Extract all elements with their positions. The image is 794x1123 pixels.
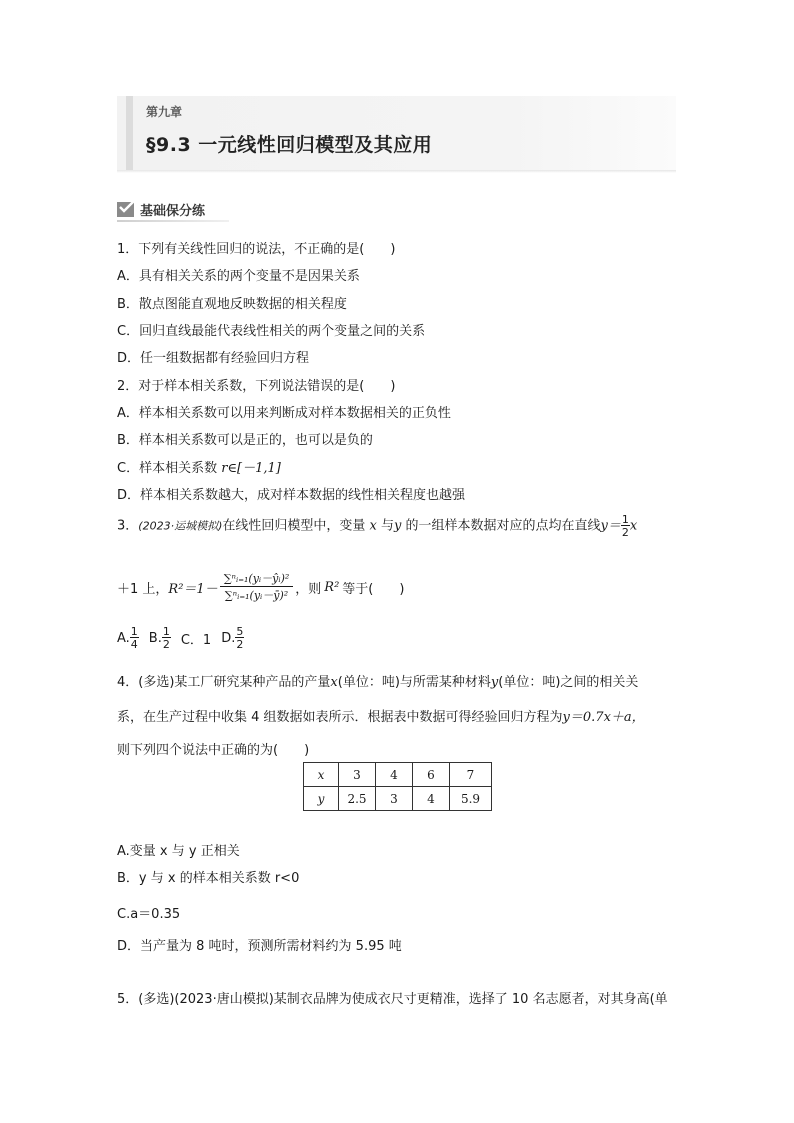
q3-equals: 等于( ) xyxy=(342,581,405,597)
q3-line-eq-lhs: y＝ xyxy=(600,518,621,534)
q3-r2b: R² xyxy=(324,579,340,595)
q3-var-y: y xyxy=(394,518,402,534)
section-label: 基础保分练 xyxy=(140,203,206,219)
q1-option-a: A．具有相关关系的两个变量不是因果关系 xyxy=(117,269,360,284)
q3-line-fraction xyxy=(621,514,630,538)
q4-option-c: C.a＝0.35 xyxy=(117,907,181,922)
q2-option-b: B．样本相关系数可以是正的，也可以是负的 xyxy=(117,433,373,448)
q3-cont: ＋1 上， xyxy=(117,581,169,597)
q3-formula-den: ∑ⁿᵢ₌₁(yᵢ－ȳ)² xyxy=(224,589,289,602)
q3-option-d-num: 5 xyxy=(236,625,244,638)
q3-option-a-fraction xyxy=(130,626,139,650)
q2-option-c-math: r∈[－1,1] xyxy=(221,461,281,476)
q4-equation: y＝0.7x＋a， xyxy=(562,710,645,725)
section-underline xyxy=(117,220,229,222)
section-tag xyxy=(117,198,205,220)
table-row xyxy=(304,763,492,787)
checkbox-icon xyxy=(117,202,134,217)
chapter-header-shadow xyxy=(117,170,676,173)
q3-line-frac-num: 1 xyxy=(621,513,629,526)
q3-option-a-den: 4 xyxy=(130,638,138,651)
q3-option-c: C．1 xyxy=(180,632,212,648)
q3-option-d-fraction xyxy=(235,626,244,650)
q3-and: 与 xyxy=(381,518,395,534)
q3-stem-a: 在线性回归模型中，变量 xyxy=(222,518,366,534)
table-cell: 2.5 xyxy=(339,787,376,811)
q3-option-d-label: D. xyxy=(221,630,236,646)
q1-option-d: D．任一组数据都有经验回归方程 xyxy=(117,351,310,366)
q4-stem-line1 xyxy=(117,671,638,690)
q3-option-a-num: 1 xyxy=(130,625,138,638)
q1-option-c: C．回归直线最能代表线性相关的两个变量之间的关系 xyxy=(117,324,426,339)
table-cell: 6 xyxy=(413,763,450,787)
table-cell: 4 xyxy=(376,763,413,787)
table-row xyxy=(304,787,492,811)
chapter-label: 第九章 xyxy=(146,105,183,119)
table-cell: 7 xyxy=(450,763,492,787)
table-cell: x xyxy=(304,763,339,787)
q3-line-var: x xyxy=(629,518,638,534)
q1-stem: 1．下列有关线性回归的说法，不正确的是( ) xyxy=(117,242,396,257)
table-cell: 3 xyxy=(376,787,413,811)
q4-option-d: D．当产量为 8 吨时，预测所需材料约为 5.95 吨 xyxy=(117,939,402,954)
q3-option-b-num: 1 xyxy=(162,625,170,638)
q3-option-d-den: 2 xyxy=(236,638,244,651)
page-title: §9.3 一元线性回归模型及其应用 xyxy=(146,134,433,156)
q3-option-a-label: A. xyxy=(117,630,130,646)
q4-option-b: B．y 与 x 的样本相关系数 r<0 xyxy=(117,871,300,886)
q3-then: ，则 xyxy=(295,581,322,597)
q4-data-table xyxy=(303,762,492,811)
q3-option-b-label: B. xyxy=(148,630,162,646)
q4-line1b: (单位：吨)与所需某种材料 xyxy=(337,675,491,690)
q4-line2: 系，在生产过程中收集 4 组数据如表所示．根据表中数据可得经验回归方程为 xyxy=(117,710,563,725)
q2-stem: 2．对于样本相关系数，下列说法错误的是( ) xyxy=(117,379,396,394)
q4-var-x: x xyxy=(330,675,338,690)
q3-source: (2023·运城模拟) xyxy=(138,519,223,533)
q3-options xyxy=(117,626,244,650)
q1-option-b: B．散点图能直观地反映数据的相关程度 xyxy=(117,297,347,312)
q3-formula-line xyxy=(117,562,404,612)
q2-option-a: A．样本相关系数可以用来判断成对样本数据相关的正负性 xyxy=(117,406,451,421)
q4-option-a: A.变量 x 与 y 正相关 xyxy=(117,844,240,859)
q2-option-c xyxy=(117,457,281,476)
q4-line1: 4．(多选)某工厂研究某种产品的产量 xyxy=(117,675,331,690)
q5-stem: 5．(多选)(2023·唐山模拟)某制衣品牌为使成衣尺寸更精准，选择了 10 名志愿者，对其身高(单 xyxy=(117,992,668,1007)
q3-stem-line1 xyxy=(117,514,637,538)
q2-option-d: D．样本相关系数越大，成对样本数据的线性相关程度也越强 xyxy=(117,488,466,503)
q3-line-frac-den: 2 xyxy=(621,526,629,539)
q3-option-b-den: 2 xyxy=(162,638,170,651)
q3-number: 3． xyxy=(117,518,139,534)
q4-stem-line2 xyxy=(117,706,645,725)
table-cell: 5.9 xyxy=(450,787,492,811)
q3-r2: R²＝1－ xyxy=(168,581,218,597)
q4-stem-line3: 则下列四个说法中正确的为( ) xyxy=(117,743,310,758)
q3-formula-num: ∑ⁿᵢ₌₁(yᵢ－ŷᵢ)² xyxy=(220,573,294,587)
table-cell: y xyxy=(304,787,339,811)
q3-var-x: x xyxy=(369,518,377,534)
q3-option-b-fraction xyxy=(162,626,171,650)
q2-option-c-text: C．样本相关系数 xyxy=(117,461,218,476)
q3-stem-b: 的一组样本数据对应的点均在直线 xyxy=(405,518,601,534)
chapter-header-bar xyxy=(126,96,133,170)
q3-formula-fraction xyxy=(220,573,294,601)
table-cell: 4 xyxy=(413,787,450,811)
q4-var-y: y xyxy=(490,675,499,690)
table-cell: 3 xyxy=(339,763,376,787)
q4-line1c: (单位：吨)之间的相关关 xyxy=(498,675,639,690)
